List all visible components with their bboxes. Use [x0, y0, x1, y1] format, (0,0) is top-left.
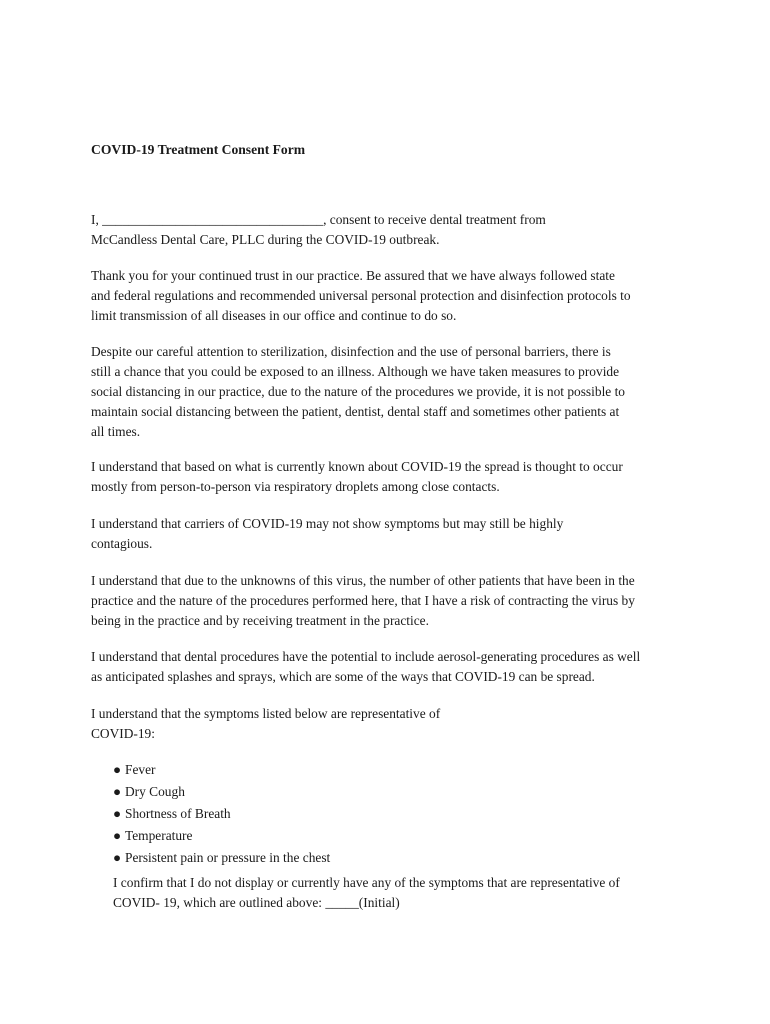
bullet-icon: ● — [113, 784, 122, 799]
paragraph-spread: I understand that based on what is currently known about COVID-19 the spread is thought to occur mostly from person-to-person via respiratory droplets among close contacts. — [91, 459, 623, 494]
list-item — [113, 848, 330, 870]
list-item — [113, 760, 330, 782]
symptom-label: Shortness of Breath — [125, 806, 231, 821]
bullet-icon: ● — [113, 828, 122, 843]
symptom-label: Persistent pain or pressure in the chest — [125, 850, 331, 865]
paragraph-symptoms-intro: I understand that the symptoms listed below are representative of COVID-19: — [91, 706, 441, 741]
paragraph-exposure-risk: Despite our careful attention to sterilization, disinfection and the use of personal barriers, there is still a chance that you could be exposed to an illness. Although we have taken measures to provide social distancing in our practice, due to the nature of the procedures we provide, it is not possible to maintain social distancing between the patient, dentist, dental staff and sometimes other patients at all times. — [91, 344, 625, 439]
bullet-icon: ● — [113, 806, 122, 821]
symptom-label: Dry Cough — [125, 784, 185, 799]
symptom-list — [113, 760, 330, 870]
symptom-label: Temperature — [125, 828, 193, 843]
bullet-icon: ● — [113, 762, 122, 777]
bullet-icon: ● — [113, 850, 122, 865]
page-title: COVID-19 Treatment Consent Form — [91, 142, 306, 157]
list-item — [113, 782, 330, 804]
consent-statement: I, _________________________________, consent to receive dental treatment from McCandless Dental Care, PLLC during the COVID-19 outbreak. — [91, 212, 546, 247]
list-item — [113, 804, 330, 826]
paragraph-carriers: I understand that carriers of COVID-19 may not show symptoms but may still be highly contagious. — [91, 516, 564, 551]
paragraph-unknowns: I understand that due to the unknowns of this virus, the number of other patients that have been in the practice and the nature of the procedures performed here, that I have a risk of contracting the virus by being in the practice and by receiving treatment in the practice. — [91, 573, 635, 628]
paragraph-aerosol: I understand that dental procedures have the potential to include aerosol-generating procedures as well as anticipated splashes and sprays, which are some of the ways that COVID-19 can be spread. — [91, 649, 641, 684]
list-item — [113, 826, 330, 848]
symptom-confirmation: I confirm that I do not display or currently have any of the symptoms that are representative of COVID- 19, which are outlined above: _____(Initial) — [113, 875, 620, 910]
paragraph-trust: Thank you for your continued trust in our practice. Be assured that we have always followed state and federal regulations and recommended universal personal protection and disinfection protocols to limit transmission of all diseases in our office and continue to do so. — [91, 268, 631, 323]
symptom-label: Fever — [125, 762, 156, 777]
